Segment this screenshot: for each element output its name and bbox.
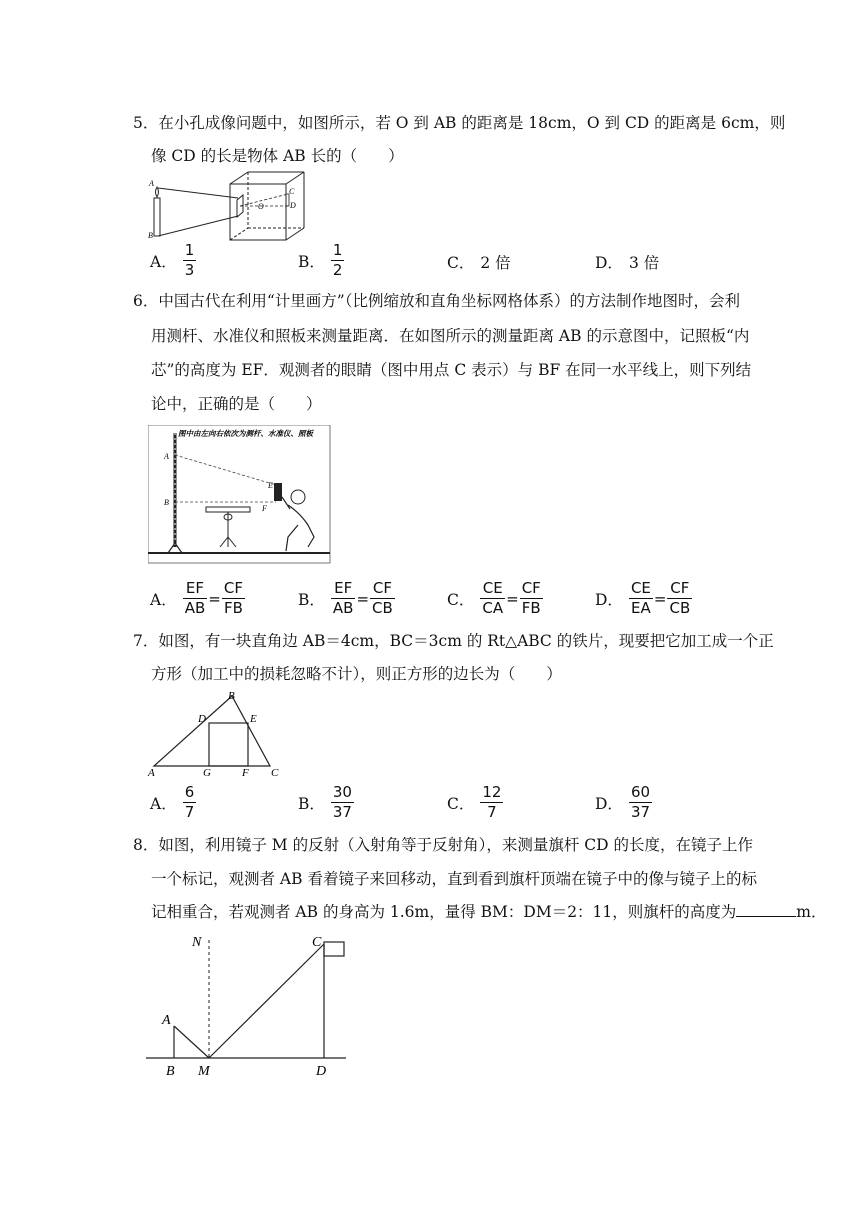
q8-text-line3 (151, 902, 827, 922)
q6-text-line2: 用测杆、水准仪和照板来测量距离．在如图所示的测量距离 AB 的示意图中，记照板“内 (151, 327, 750, 345)
fraction-right (667, 580, 692, 617)
numerator: CE (630, 579, 651, 597)
denominator: 2 (332, 261, 343, 279)
q8-text-line3-post: m． (796, 903, 827, 921)
q7-text-line1: 7．如图，有一块直角边 AB＝4cm，BC＝3cm 的 Rt△ABC 的铁片，现要把它加工成一个正 (133, 632, 774, 650)
q8-text-line3-pre: 记相重合，若观测者 AB 的身高为 1.6m，量得 BM：DM＝2：11，则旗杆的高度为 (151, 903, 737, 921)
q8-text-line1: 8．如图，利用镜子 M 的反射（入射角等于反射角），来测量旗杆 CD 的长度，在镜子上作 (133, 836, 753, 854)
option-label: B． (298, 590, 325, 609)
fraction-left (480, 580, 505, 617)
option-label: A． (150, 794, 177, 813)
fraction (183, 242, 197, 279)
fraction-right (370, 580, 395, 617)
q7-option-d[interactable] (595, 784, 652, 821)
option-label: C． (447, 590, 475, 609)
option-label: D． (595, 254, 623, 272)
q7-label-b: B (228, 690, 235, 702)
denominator: 37 (630, 803, 651, 821)
q6-label-f: F (262, 504, 267, 513)
equals-sign: = (506, 589, 519, 608)
denominator: 37 (332, 803, 352, 821)
option-label: B． (298, 794, 325, 813)
denominator: FB (223, 599, 243, 617)
q5-text-line2: 像 CD 的长是物体 AB 长的（ ） (151, 147, 404, 165)
fraction (480, 784, 503, 821)
q7-option-a[interactable] (150, 784, 196, 821)
q7-label-g: G (203, 767, 211, 778)
equals-sign: = (653, 589, 667, 608)
option-label: C． (447, 794, 475, 813)
denominator: EA (631, 599, 651, 617)
numerator: CF (372, 579, 392, 597)
denominator: AB (184, 599, 206, 617)
answer-blank[interactable] (736, 902, 796, 917)
q6-figure-caption: 图中由左向右依次为测杆、水准仪、照板 (178, 429, 313, 438)
denominator: CB (669, 599, 691, 617)
q5-label-d: D (290, 201, 296, 210)
q8-label-b: B (166, 1064, 175, 1079)
fraction-right (520, 580, 543, 617)
numerator: CF (521, 579, 541, 597)
option-label: D． (595, 590, 623, 609)
q8-label-m: M (198, 1064, 210, 1079)
q8-label-d: D (316, 1064, 327, 1079)
option-label: C． (447, 254, 475, 272)
equals-sign: = (208, 589, 221, 608)
denominator: CA (482, 599, 504, 617)
q8-text-line2: 一个标记，观测者 AB 看着镜子来回移动，直到看到旗杆顶端在镜子中的像与镜子上的标 (151, 870, 757, 888)
q5-label-b: B (148, 231, 153, 240)
q5-pinhole-figure (146, 170, 306, 242)
numerator: 1 (332, 241, 343, 259)
q6-text-line4: 论中，正确的是（ ） (151, 395, 322, 413)
option-label: B． (298, 252, 325, 271)
denominator: 7 (487, 803, 497, 821)
fraction (331, 784, 354, 821)
q7-label-c: C (271, 767, 279, 778)
q5-label-a: A (149, 179, 154, 188)
q8-label-c: C (312, 935, 322, 950)
numerator: 60 (630, 783, 651, 801)
option-text: 3 倍 (628, 254, 660, 272)
fraction (331, 242, 345, 279)
q7-option-b[interactable] (298, 784, 354, 821)
q5-option-b[interactable] (298, 242, 344, 279)
equals-sign: = (356, 589, 370, 608)
q5-option-d[interactable] (595, 251, 659, 273)
q7-label-f: F (242, 767, 249, 778)
q7-text-line2: 方形（加工中的损耗忽略不计），则正方形的边长为（ ） (151, 665, 562, 683)
q6-label-e: E (268, 481, 273, 490)
option-label: A． (150, 252, 177, 271)
q6-option-d[interactable] (595, 580, 692, 617)
q7-triangle-figure (146, 688, 286, 778)
numerator: CF (670, 579, 690, 597)
denominator: FB (521, 599, 541, 617)
fraction-left (183, 580, 208, 617)
q5-label-o: O (258, 202, 264, 211)
numerator: EF (185, 579, 205, 597)
q7-option-c[interactable] (447, 784, 503, 821)
q5-label-c: C (289, 187, 295, 196)
q6-text-line3: 芯”的高度为 EF．观测者的眼睛（图中用点 C 表示）与 BF 在同一水平线上，则下列结 (151, 361, 752, 379)
denominator: AB (332, 599, 354, 617)
q8-mirror-figure (146, 928, 352, 1080)
q7-label-a: A (148, 767, 155, 778)
fraction (629, 784, 652, 821)
numerator: 6 (184, 783, 195, 801)
q6-measurement-figure (148, 425, 332, 565)
numerator: EF (334, 579, 353, 597)
fraction-right (222, 580, 245, 617)
q6-option-a[interactable] (150, 580, 245, 617)
numerator: CF (223, 579, 243, 597)
q6-label-b: B (164, 498, 169, 507)
q6-label-a: A (164, 452, 169, 461)
denominator: 7 (184, 803, 195, 821)
q8-label-n: N (192, 935, 202, 950)
numerator: 12 (482, 783, 502, 801)
numerator: 1 (184, 241, 195, 259)
denominator: 3 (184, 261, 195, 279)
fraction (183, 784, 197, 821)
q7-label-d: D (198, 713, 206, 725)
q5-option-c[interactable] (447, 251, 511, 273)
option-text: 2 倍 (480, 254, 511, 272)
q8-label-a: A (162, 1013, 171, 1028)
fraction-left (331, 580, 356, 617)
q6-text-line1: 6．中国古代在利用“计里画方”（比例缩放和直角坐标网格体系）的方法制作地图时，会利 (133, 292, 740, 310)
numerator: CE (482, 579, 503, 597)
option-label: A． (150, 590, 177, 609)
q7-label-e: E (250, 713, 257, 725)
numerator: 30 (332, 783, 352, 801)
q6-option-b[interactable] (298, 580, 395, 617)
denominator: CB (372, 599, 393, 617)
q6-option-c[interactable] (447, 580, 543, 617)
q5-text-line1: 5．在小孔成像问题中，如图所示，若 O 到 AB 的距离是 18cm，O 到 CD 的距离是 6cm，则 (133, 114, 786, 132)
option-label: D． (595, 794, 623, 813)
fraction-left (629, 580, 653, 617)
q5-option-a[interactable] (150, 242, 196, 279)
